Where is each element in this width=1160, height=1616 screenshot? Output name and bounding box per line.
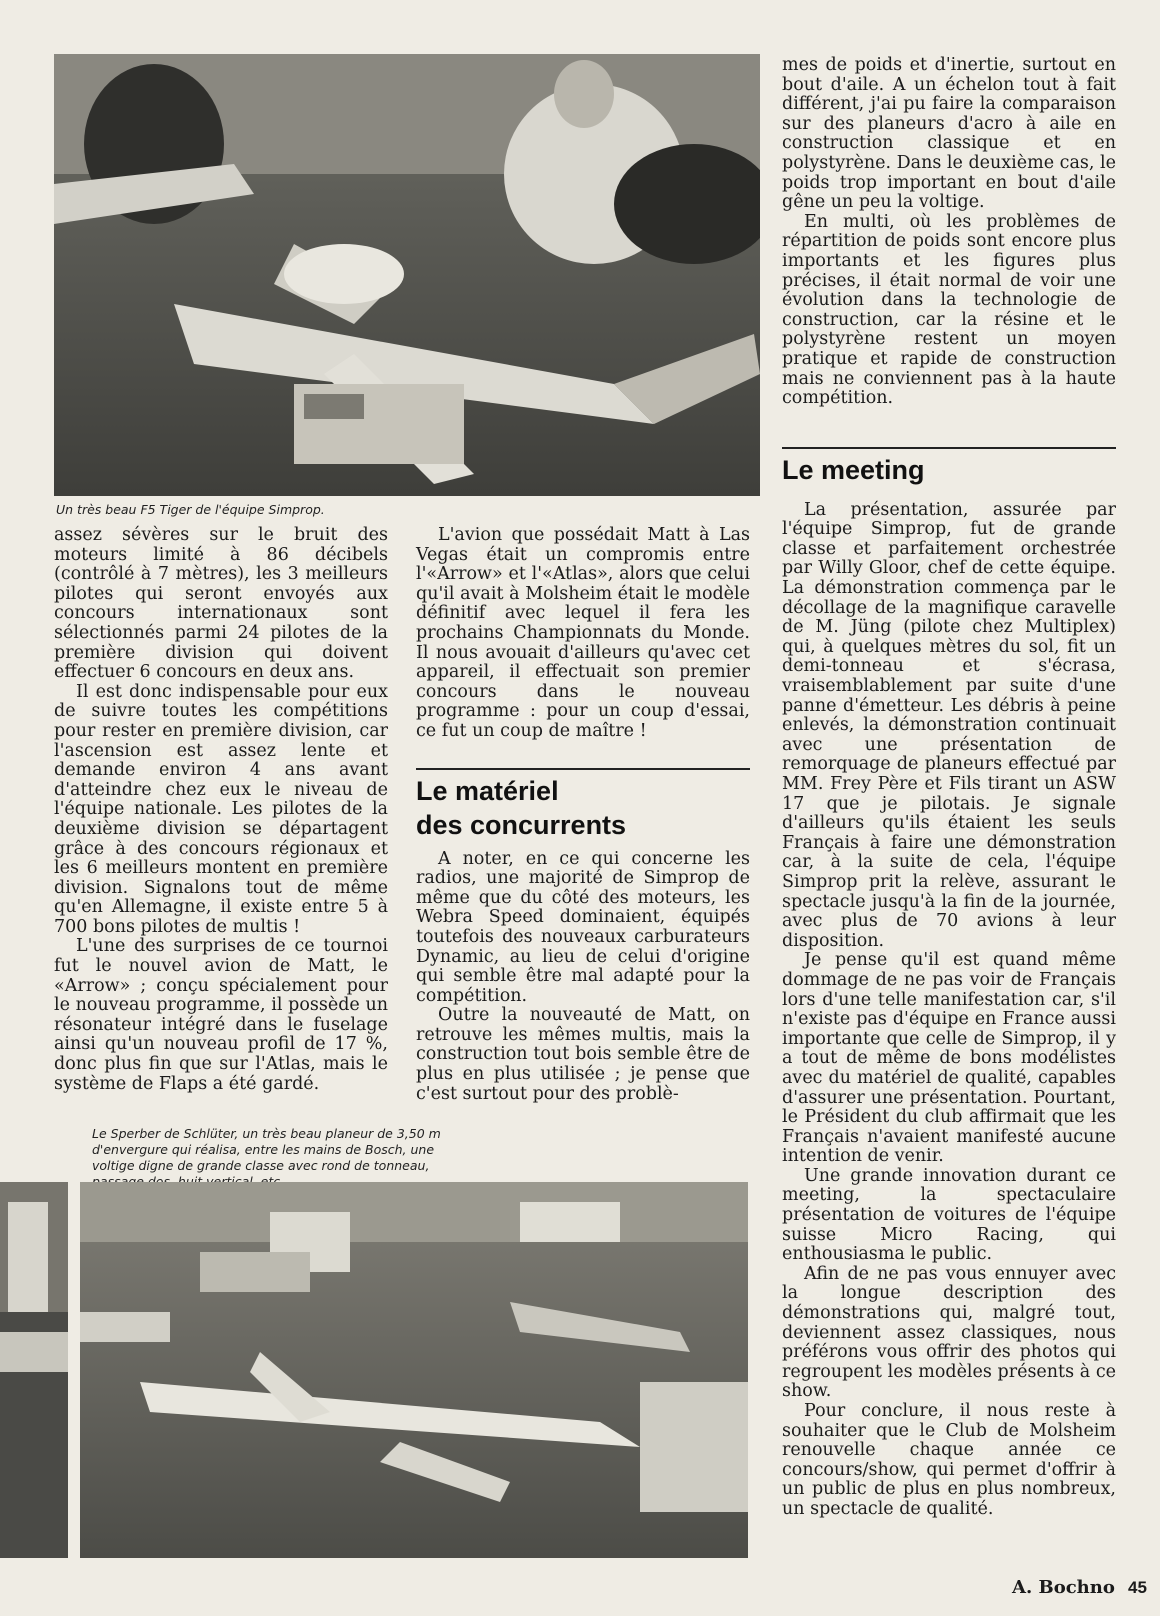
column-middle-paragraph: Outre la nouveauté de Matt, on retrouve les mêmes multis, mais la construction tout bois semble être de plus en plus utilisée ; je pense que c'est surtout pour des problè- <box>416 1005 750 1104</box>
page-number: 45 <box>1128 1578 1147 1597</box>
section-heading-meeting: Le meeting <box>782 454 925 485</box>
author-signature: A. Bochno <box>1012 1577 1115 1598</box>
photo-sperber-strip-image <box>0 1182 68 1558</box>
section-heading-materiel <box>416 770 750 842</box>
photo-sperber-caption: Le Sperber de Schlüter, un très beau planeur de 3,50 m d'envergure qui réalisa, entre les mains de Bosch, une voltige digne de grande classe avec rond de tonneau, <box>92 1126 441 1173</box>
column-middle-paragraph: A noter, en ce qui concerne les radios, une majorité de Simprop de même que du côté des moteurs, les Webra Speed dominaient, équipés toutefois des nouveaux carburateurs Dynamic, au lieu de celui d'origine qui semble être mal adapté pour la compétition. <box>416 848 750 1006</box>
column-middle-paragraph: L'avion que possédait Matt à Las Vegas était un compromis entre l'«Arrow» et l'«Atlas», alors que celui qu'il avait à Molsheim était le modèle définitif avec lequel il fera les prochains Championnats du Monde. Il nous avouait d'ailleurs qu'avec cet appareil, il effectuait son premier concours dans le nouveau programme : pour un coup d'essai, ce fut un coup de maître ! <box>416 525 750 741</box>
column-right-paragraph: Je pense qu'il est quand même dommage de ne pas voir de Français lors d'une telle manifestation car, s'il n'existe pas d'équipe en France aussi importante que celle de Simprop, il y a tout de même de bons modélistes avec du matériel de qualité, capables d'assurer une présentation. Pourtant, le Président du club affirmait que les Français n'avaient manifesté aucune intention de venir. <box>782 950 1116 1167</box>
column-right-paragraph: Afin de ne pas vous ennuyer avec la longue description des démonstrations qui, malgré tout, deviennent assez classiques, nous préférons vous offrir des photos qui regroupent les modèles présents à ce show. <box>782 1263 1116 1402</box>
column-left-paragraph: L'une des surprises de ce tournoi fut le nouvel avion de Matt, le «Arrow» ; conçu spécialement pour le nouveau programme, il possède un résonateur intégré dans le fuselage ainsi qu'un nouveau profil de 17 %, donc plus fin que sur l'Atlas, mais le système de Flaps a été gardé. <box>54 936 388 1094</box>
column-right-paragraph: Pour conclure, il nous reste à souhaiter que le Club de Molsheim renouvelle chaque année ce concours/show, qui permet d'offrir à un public de plus en plus nombreux, un spectacle de qualité. <box>782 1401 1116 1519</box>
photo-f5-tiger <box>54 54 760 496</box>
column-left-paragraph: assez sévères sur le bruit des moteurs limité à 86 décibels (contrôlé à 7 mètres), les 3 meilleurs pilotes qui seront envoyés aux concours internationaux sont sélectionnés parmi 24 pilotes de la première division qui doivent effectuer 6 concours en deux ans. <box>54 525 388 683</box>
column-right-paragraph: En multi, où les problèmes de répartition de poids sont encore plus importants et les figures plus précises, il était normal de voir une évolution dans la technologie de construction, car la résine et le polystyrène restent un moyen pratique et rapide de construction mais ne conviennent pas à la haute compétition. <box>782 211 1116 409</box>
column-right-paragraph: mes de poids et d'inertie, surtout en bout d'aile. A un échelon tout à fait différent, j'ai pu faire la comparaison sur des planeurs d'acro à aile en construction classique et en polystyrène. Dans le deuxième cas, le poids trop important en bout d'aile gêne un peu la voltige. <box>782 55 1116 213</box>
photo-f5-tiger-caption: Un très beau F5 Tiger de l'équipe Simprop. <box>56 502 325 517</box>
column-right-paragraph: Une grande innovation durant ce meeting, la spectaculaire présentation de voitures de l'équipe suisse Micro Racing, qui enthousiasma le public. <box>782 1165 1116 1265</box>
column-right-paragraph: La présentation, assurée par l'équipe Simprop, fut de grande classe et parfaitement orchestrée par Willy Gloor, chef de cette équipe. La démonstration commença par le décollage de la magnifique caravelle de M. Jüng (pilote chez Multiplex) qui, à quelques mètres du sol, fit un demi-tonneau et s'écrasa, vraisemblablement par suite d'une panne d'émetteur. Les débris à peine enlevés, la démonstration continuait avec une présentation de remorquage de planeurs effectué par MM. Frey Père et Fils tirant un ASW 17 que je pilotais. Je signale d'ailleurs qu'ils étaient les seuls Français à faire une démonstration car, à la suite de cela, l'équipe Simprop prit la relève, assurant le spectacle jusqu'à la fin de la journée, avec plus de 70 avions à leur disposition. <box>782 499 1116 951</box>
section-heading-line: Le matériel <box>416 775 559 806</box>
column-middle <box>416 526 750 1104</box>
section-heading-line: des concurrents <box>416 809 627 840</box>
photo-sperber-strip <box>0 1182 68 1558</box>
photo-sperber-image <box>80 1182 748 1558</box>
photo-f5-tiger-image <box>54 54 760 496</box>
photo-sperber <box>80 1182 748 1558</box>
column-right <box>782 56 1116 1520</box>
column-left <box>54 526 388 1094</box>
column-left-paragraph: Il est donc indispensable pour eux de suivre toutes les compétitions pour rester en première division, car l'ascension est assez lente et demande environ 4 ans avant d'atteindre chez eux le niveau de l'équipe nationale. Les pilotes de la deuxième division se départagent grâce à des concours régionaux et les 6 meilleurs montent en première division. Signalons tout de même qu'en Allemagne, il existe entre 5 à 700 bons pilotes de multis ! <box>54 681 388 937</box>
